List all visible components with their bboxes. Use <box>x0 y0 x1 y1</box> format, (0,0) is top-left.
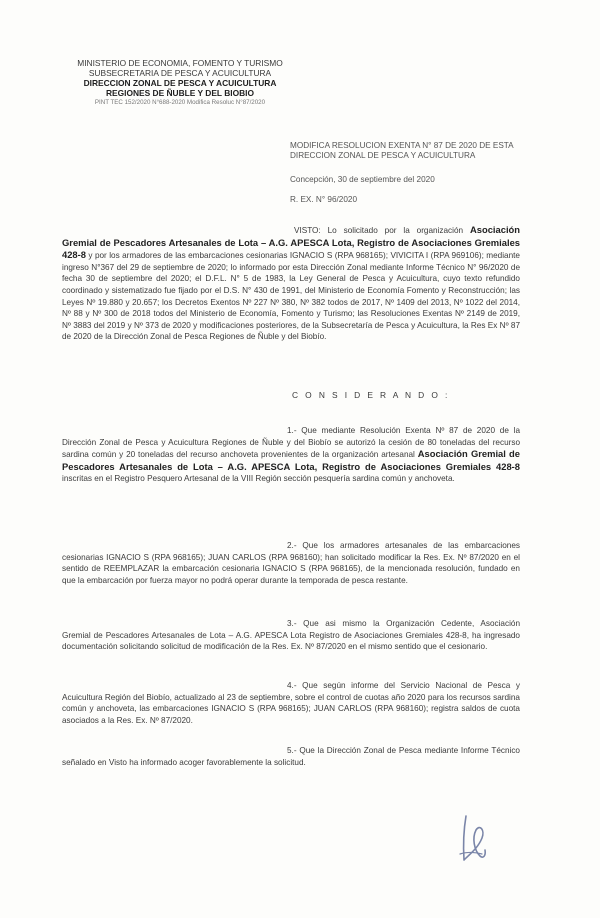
considerando-1-tail: inscritas en el Registro Pesquero Artesanal de la VIII Región sección pesquería sardina común y anchoveta. <box>62 474 455 484</box>
considerando-1 <box>62 425 520 485</box>
visto-section <box>62 224 520 343</box>
resolution-number: R. EX. N° 96/2020 <box>290 195 357 204</box>
considerando-5-text: 5.- Que la Dirección Zonal de Pesca mediante Informe Técnico señalado en Visto ha informado acoger favorablemente la solicitud. <box>62 746 520 767</box>
visto-lead: Lo solicitado por la organización <box>327 226 464 235</box>
considerando-4-text: 4.- Que según informe del Servicio Nacional de Pesca y Acuicultura Región del Biobío, actualizado al 23 de septiembre, sobre el control de cuotas año 2020 para los recursos sardina común y anchoveta, las embarcaciones IGNACIO S (RPA 968165); JUAN CARLOS (RPA 968160); registra saldos de cuota asociados a la Res. Ex. Nº 87/2020. <box>62 681 520 725</box>
letterhead-ministry: MINISTERIO DE ECONOMIA, FOMENTO Y TURISMO <box>77 58 283 68</box>
letterhead-subsecretaria: SUBSECRETARIA DE PESCA Y ACUICULTURA <box>88 68 272 78</box>
considerando-4 <box>62 680 520 726</box>
visto-organization: Asociación Gremial de Pescadores Artesanales de Lota – A.G. APESCA Lota, Registro de Asociaciones Gremiales 428-8 <box>62 224 520 261</box>
handwritten-initial-signature <box>452 810 492 870</box>
letterhead-reference-code: PINT TEC 152/2020 N°688-2020 Modifica Resoluc N°87/2020 <box>94 99 266 106</box>
letterhead <box>60 58 300 108</box>
considerando-2-text: 2.- Que los armadores artesanales de las embarcaciones cesionarias IGNACIO S (RPA 968165); JUAN CARLOS (RPA 968160); han solicitado modificar la Res. Ex. Nº 87/2020 en el sentido de REEMPLAZAR la embarcación cesionaria IGNACIO S (RPA 968165), de la mencionada resolución, fundado en que la embarcación por fuerza mayor no podrá operar durante la temporada de pesca restante. <box>62 541 520 585</box>
visto-label: VISTO: <box>294 226 321 235</box>
visto-body: y por los armadores de las embarcaciones cesionarias IGNACIO S (RPA 968165); VIVICITA I (RPA 969106); mediante ingreso N°367 del 29 de septiembre de 2020; lo informado por esta Dirección Zonal mediante Informe Técnico N° 96/2020 de fecha 30 de septiembre del 2020; el D.F.L. N° 5 de 1983, la Ley General de Pesca y Acuicultura, cuyo texto refundido coordinado y sistematizado fue fijado por el D.S. N° 430 de 1991, del Ministerio de Economía Fomento y Reconstrucción; las Leyes Nº 19.880 y 20.657; los Decretos Exentos Nº 227 Nº 380, Nº 382 todos de 2017, Nº 1409 del 2013, Nº 1022 del 2014, Nº 88 y Nº 300 de 2018 todos del Ministerio de Economía, Fomento y Turismo; las Resoluciones Exentas Nº 2149 de 2019, Nº 3883 del 2019 y Nº 373 de 2020 y modificaciones posteriores, de la Subsecretaría de Pesca y Acuicultura, la Res Ex Nº 87 de 2020 de la Dirección Zonal de Pesca Regiones de Ñuble y del Biobío. <box>62 251 520 342</box>
place-date: Concepción, 30 de septiembre del 2020 <box>290 175 435 184</box>
letterhead-regiones: REGIONES DE ÑUBLE Y DEL BIOBIO <box>106 88 254 98</box>
document-subject: MODIFICA RESOLUCION EXENTA N° 87 DE 2020 DE ESTA DIRECCION ZONAL DE PESCA Y ACUICULTURA <box>290 141 514 160</box>
considerando-3 <box>62 618 520 653</box>
considerando-5 <box>62 745 520 768</box>
letterhead-direccion: DIRECCION ZONAL DE PESCA Y ACUICULTURA <box>83 78 277 88</box>
considerando-1-text: 1.- Que mediante Resolución Exenta Nº 87 de 2020 de la Dirección Zonal de Pesca y Acuicultura Regiones de Ñuble y del Biobío se autorizó la cesión de 80 toneladas del recurso sardina común y 20 toneladas del recurso anchoveta provenientes de la organización artesanal <box>62 426 520 460</box>
considerando-2 <box>62 540 520 586</box>
considerando-title: C O N S I D E R A N D O : <box>292 390 450 400</box>
considerando-1-organization: Asociación Gremial de Pescadores Artesanales de Lota – A.G. APESCA Lota, Registro de Asociaciones Gremiales 428-8 <box>62 448 520 472</box>
considerando-3-text: 3.- Que asi mismo la Organización Cedente, Asociación Gremial de Pescadores Artesanales de Lota – A.G. APESCA Lota Registro de Asociaciones Gremiales 428-8, ha ingresado documentación solicitando solicitud de modificación de la Res. Ex. Nº 87/2020 en el mismo sentido que el cesionario. <box>62 619 520 652</box>
